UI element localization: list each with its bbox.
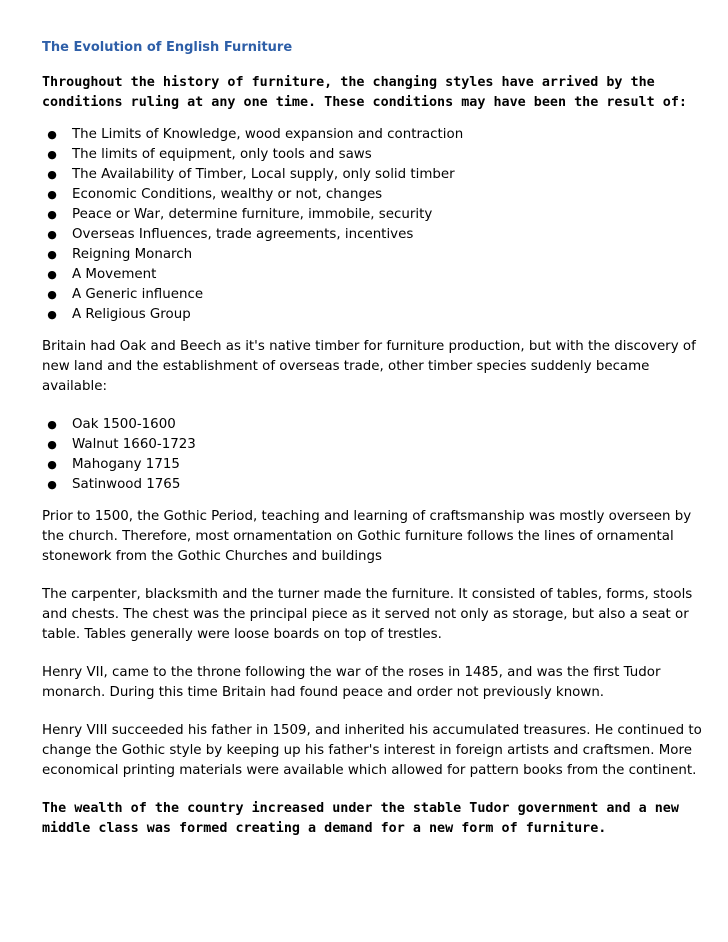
- bullet-icon: ●: [47, 268, 57, 281]
- bullet-icon: ●: [47, 128, 57, 141]
- list-item-text: A Generic influence: [72, 287, 204, 302]
- list-item-text: Satinwood 1765: [72, 477, 181, 492]
- list-item-text: Overseas Influences, trade agreements, incentives: [72, 227, 414, 242]
- list-item-text: A Religious Group: [72, 307, 191, 322]
- list-item: [42, 145, 712, 165]
- list-item: [42, 415, 712, 435]
- document-title: The Evolution of English Furniture: [42, 40, 293, 55]
- bullet-icon: ●: [47, 308, 57, 321]
- list-item: [42, 285, 712, 305]
- list-item: [42, 245, 712, 265]
- list-item-text: The Availability of Timber, Local supply, only solid timber: [72, 167, 455, 182]
- list-item: [42, 185, 712, 205]
- list-item: [42, 225, 712, 245]
- henry-viii-paragraph: Henry VIII succeeded his father in 1509, and inherited his accumulated treasures. He continued to change the Gothic style by keeping up his father's interest in foreign artists and craftsmen. More economical printing materials were available which allowed for pattern books from the continent.: [42, 723, 702, 778]
- conditions-list: [42, 125, 712, 325]
- document-page: [42, 38, 712, 839]
- list-item-text: Reigning Monarch: [72, 247, 193, 262]
- list-item-text: Walnut 1660-1723: [72, 437, 196, 452]
- list-item-text: Economic Conditions, wealthy or not, changes: [72, 187, 383, 202]
- list-item: [42, 455, 712, 475]
- list-item: [42, 475, 712, 495]
- henry-vii-paragraph: Henry VII, came to the throne following the war of the roses in 1485, and was the first Tudor monarch. During this time Britain had found peace and order not previously known.: [42, 665, 661, 700]
- list-item-text: The Limits of Knowledge, wood expansion and contraction: [72, 127, 464, 142]
- bullet-icon: ●: [47, 248, 57, 261]
- timber-paragraph: Britain had Oak and Beech as it's native timber for furniture production, but with the discovery of new land and the establishment of overseas trade, other timber species suddenly became available:: [42, 339, 696, 394]
- bullet-icon: ●: [47, 148, 57, 161]
- gothic-paragraph: Prior to 1500, the Gothic Period, teaching and learning of craftsmanship was mostly overseen by the church. Therefore, most ornamentation on Gothic furniture follows the lines of ornamental stonework from the Gothic Churches and buildings: [42, 509, 692, 564]
- list-item-text: Oak 1500-1600: [72, 417, 176, 432]
- list-item: [42, 265, 712, 285]
- list-item: [42, 435, 712, 455]
- list-item-text: Mahogany 1715: [72, 457, 180, 472]
- bullet-icon: ●: [47, 228, 57, 241]
- bullet-icon: ●: [47, 478, 57, 491]
- list-item: [42, 125, 712, 145]
- bullet-icon: ●: [47, 438, 57, 451]
- closing-paragraph: The wealth of the country increased under the stable Tudor government and a new middle class was formed creating a demand for a new form of furniture.: [42, 801, 679, 836]
- list-item-text: The limits of equipment, only tools and saws: [72, 147, 372, 162]
- timbers-list: [42, 415, 712, 495]
- makers-paragraph: The carpenter, blacksmith and the turner made the furniture. It consisted of tables, forms, stools and chests. The chest was the principal piece as it served not only as storage, but also a seat or table. Tables generally were loose boards on top of trestles.: [42, 587, 693, 642]
- list-item: [42, 205, 712, 225]
- list-item: [42, 165, 712, 185]
- bullet-icon: ●: [47, 288, 57, 301]
- list-item: [42, 305, 712, 325]
- bullet-icon: ●: [47, 208, 57, 221]
- bullet-icon: ●: [47, 458, 57, 471]
- intro-paragraph: Throughout the history of furniture, the changing styles have arrived by the conditions ruling at any one time. These conditions may have been the result of:: [42, 75, 687, 110]
- bullet-icon: ●: [47, 418, 57, 431]
- list-item-text: A Movement: [72, 267, 157, 282]
- list-item-text: Peace or War, determine furniture, immobile, security: [72, 207, 433, 222]
- bullet-icon: ●: [47, 168, 57, 181]
- bullet-icon: ●: [47, 188, 57, 201]
